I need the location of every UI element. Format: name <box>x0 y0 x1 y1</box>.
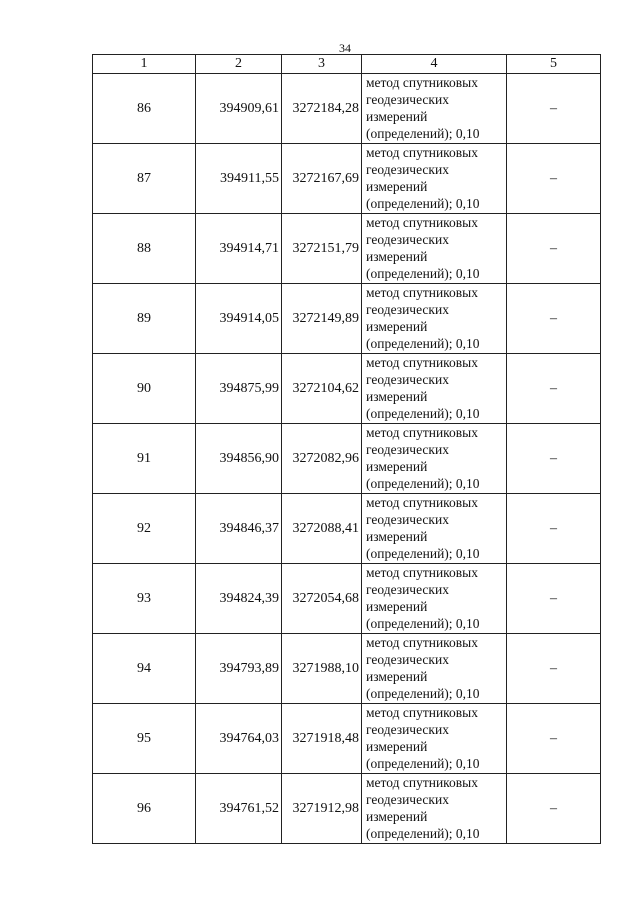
method-cell <box>362 704 507 774</box>
method-line: (определений); 0,10 <box>366 126 480 141</box>
method-line: метод спутниковых <box>366 635 478 650</box>
point-number: 86 <box>93 74 196 144</box>
method-line: геодезических <box>366 302 449 317</box>
dash-cell: – <box>507 144 601 214</box>
dash-cell: – <box>507 774 601 844</box>
table-row <box>93 704 601 774</box>
table-row <box>93 354 601 424</box>
method-line: геодезических <box>366 92 449 107</box>
header-col-2: 2 <box>196 55 282 74</box>
table-row <box>93 494 601 564</box>
header-col-4: 4 <box>362 55 507 74</box>
method-line: (определений); 0,10 <box>366 686 480 701</box>
coordinate-y: 3271918,48 <box>282 704 362 774</box>
method-line: (определений); 0,10 <box>366 266 480 281</box>
method-line: метод спутниковых <box>366 775 478 790</box>
point-number: 92 <box>93 494 196 564</box>
method-line: геодезических <box>366 232 449 247</box>
coordinate-y: 3271988,10 <box>282 634 362 704</box>
table-row <box>93 424 601 494</box>
method-cell <box>362 74 507 144</box>
coordinates-table <box>92 54 601 844</box>
method-cell <box>362 424 507 494</box>
table-row <box>93 214 601 284</box>
coordinate-x: 394761,52 <box>196 774 282 844</box>
coordinate-x: 394793,89 <box>196 634 282 704</box>
method-line: измерений <box>366 599 428 614</box>
coordinate-y: 3272104,62 <box>282 354 362 424</box>
coordinate-y: 3272151,79 <box>282 214 362 284</box>
table-row <box>93 144 601 214</box>
point-number: 91 <box>93 424 196 494</box>
method-line: метод спутниковых <box>366 705 478 720</box>
method-line: метод спутниковых <box>366 495 478 510</box>
header-col-1: 1 <box>93 55 196 74</box>
dash-cell: – <box>507 494 601 564</box>
method-line: (определений); 0,10 <box>366 476 480 491</box>
page-number: 34 <box>339 41 351 55</box>
header-col-3: 3 <box>282 55 362 74</box>
point-number: 93 <box>93 564 196 634</box>
method-line: геодезических <box>366 442 449 457</box>
point-number: 90 <box>93 354 196 424</box>
method-cell <box>362 144 507 214</box>
method-line: измерений <box>366 319 428 334</box>
dash-cell: – <box>507 74 601 144</box>
coordinate-y: 3272054,68 <box>282 564 362 634</box>
table-row <box>93 74 601 144</box>
coordinate-y: 3272184,28 <box>282 74 362 144</box>
method-cell <box>362 494 507 564</box>
coordinate-y: 3272149,89 <box>282 284 362 354</box>
coordinate-x: 394846,37 <box>196 494 282 564</box>
coordinate-x: 394911,55 <box>196 144 282 214</box>
coordinate-x: 394914,71 <box>196 214 282 284</box>
method-line: измерений <box>366 179 428 194</box>
header-row <box>93 55 601 74</box>
method-line: метод спутниковых <box>366 285 478 300</box>
dash-cell: – <box>507 704 601 774</box>
coordinate-y: 3272082,96 <box>282 424 362 494</box>
method-line: метод спутниковых <box>366 145 478 160</box>
dash-cell: – <box>507 284 601 354</box>
coordinate-x: 394856,90 <box>196 424 282 494</box>
coordinate-x: 394914,05 <box>196 284 282 354</box>
table-row <box>93 284 601 354</box>
point-number: 88 <box>93 214 196 284</box>
coordinate-y: 3272088,41 <box>282 494 362 564</box>
dash-cell: – <box>507 354 601 424</box>
coordinate-x: 394909,61 <box>196 74 282 144</box>
method-line: (определений); 0,10 <box>366 616 480 631</box>
method-cell <box>362 284 507 354</box>
method-line: метод спутниковых <box>366 425 478 440</box>
method-line: (определений); 0,10 <box>366 406 480 421</box>
method-line: геодезических <box>366 512 449 527</box>
point-number: 87 <box>93 144 196 214</box>
method-line: измерений <box>366 529 428 544</box>
table-row <box>93 634 601 704</box>
method-line: геодезических <box>366 372 449 387</box>
coordinate-y: 3272167,69 <box>282 144 362 214</box>
method-line: (определений); 0,10 <box>366 756 480 771</box>
method-line: измерений <box>366 459 428 474</box>
method-cell <box>362 634 507 704</box>
point-number: 89 <box>93 284 196 354</box>
method-line: геодезических <box>366 652 449 667</box>
point-number: 94 <box>93 634 196 704</box>
header-col-5: 5 <box>507 55 601 74</box>
method-line: (определений); 0,10 <box>366 546 480 561</box>
method-line: (определений); 0,10 <box>366 336 480 351</box>
method-line: измерений <box>366 669 428 684</box>
method-line: измерений <box>366 249 428 264</box>
method-line: геодезических <box>366 162 449 177</box>
method-cell <box>362 774 507 844</box>
method-line: (определений); 0,10 <box>366 826 480 841</box>
method-line: геодезических <box>366 792 449 807</box>
point-number: 96 <box>93 774 196 844</box>
coordinate-x: 394824,39 <box>196 564 282 634</box>
table-body <box>93 74 601 844</box>
method-cell <box>362 214 507 284</box>
method-line: измерений <box>366 109 428 124</box>
method-line: метод спутниковых <box>366 355 478 370</box>
method-line: измерений <box>366 739 428 754</box>
dash-cell: – <box>507 214 601 284</box>
table-row <box>93 564 601 634</box>
coordinate-x: 394764,03 <box>196 704 282 774</box>
coordinate-x: 394875,99 <box>196 354 282 424</box>
method-line: метод спутниковых <box>366 565 478 580</box>
method-line: измерений <box>366 389 428 404</box>
method-line: метод спутниковых <box>366 215 478 230</box>
method-line: метод спутниковых <box>366 75 478 90</box>
method-cell <box>362 564 507 634</box>
point-number: 95 <box>93 704 196 774</box>
coordinate-y: 3271912,98 <box>282 774 362 844</box>
method-line: геодезических <box>366 722 449 737</box>
method-line: измерений <box>366 809 428 824</box>
method-cell <box>362 354 507 424</box>
method-line: геодезических <box>366 582 449 597</box>
method-line: (определений); 0,10 <box>366 196 480 211</box>
dash-cell: – <box>507 634 601 704</box>
table-row <box>93 774 601 844</box>
dash-cell: – <box>507 564 601 634</box>
dash-cell: – <box>507 424 601 494</box>
